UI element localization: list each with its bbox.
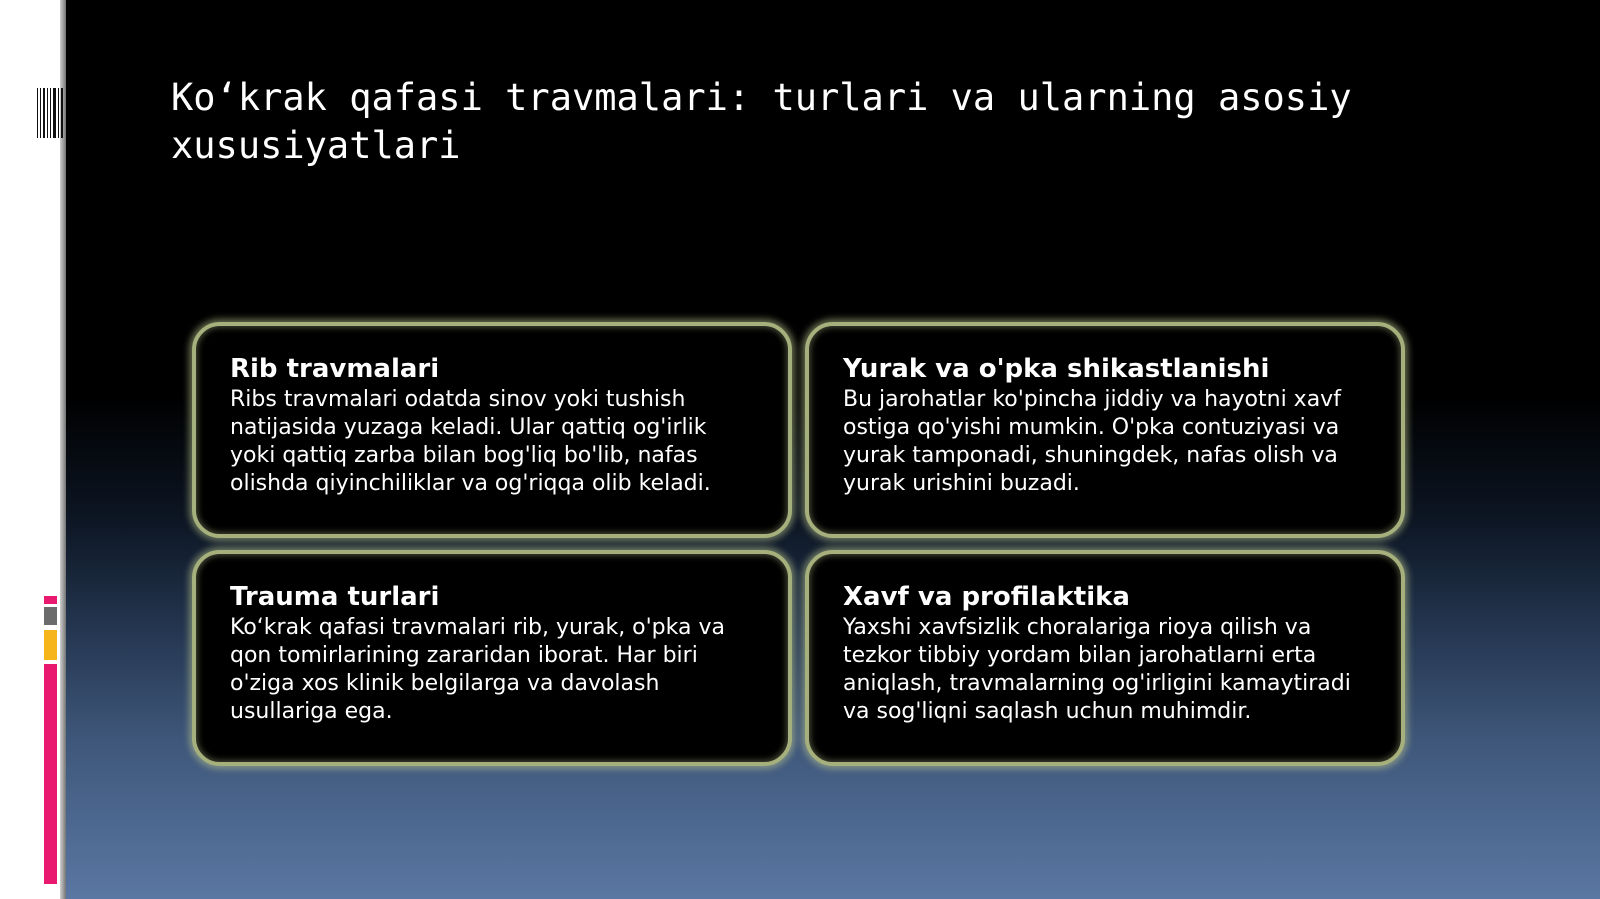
info-card-grid: [192, 322, 1410, 766]
card-rib-trauma: [192, 322, 792, 538]
accent-strip-gray: [44, 607, 57, 625]
accent-strip-yellow: [44, 630, 57, 660]
accent-strip-pink: [44, 664, 57, 884]
card-body: Ko‘krak qafasi travmalari rib, yurak, o'pka va qon tomirlarining zararidan iborat. Har biri o'ziga xos klinik belgilarga va davolash usullariga ega.: [230, 615, 725, 724]
card-risk-prevention: [805, 550, 1405, 766]
card-title: Rib travmalari: [230, 354, 440, 384]
card-body: Bu jarohatlar ko'pincha jiddiy va hayotni xavf ostiga qo'yishi mumkin. O'pka contuziyasi va yurak tamponadi, shuningdek, nafas olish va yurak urishini buzadi.: [843, 387, 1341, 496]
accent-strip-pink-top: [44, 596, 57, 604]
card-trauma-types: [192, 550, 792, 766]
card-title: Yurak va o'pka shikastlanishi: [843, 354, 1270, 384]
card-title: Xavf va profilaktika: [843, 582, 1130, 612]
card-body: Ribs travmalari odatda sinov yoki tushish natijasida yuzaga keladi. Ular qattiq og'irlik yoki qattiq zarba bilan bog'liq bo'lib, nafas olishda qiyinchiliklar va og'riqqa olib keladi.: [230, 387, 711, 496]
slide-title: Ko‘krak qafasi travmalari: turlari va ularning asosiy xususiyatlari: [171, 76, 1352, 167]
card-heart-lung-injury: [805, 322, 1405, 538]
card-title: Trauma turlari: [230, 582, 440, 612]
card-body: Yaxshi xavfsizlik choralariga rioya qilish va tezkor tibbiy yordam bilan jarohatlarni erta aniqlash, travmalarning og'irligini kamaytiradi va sog'liqni saqlash uchun muhimdir.: [843, 615, 1351, 724]
barcode-decoration: [37, 88, 63, 138]
